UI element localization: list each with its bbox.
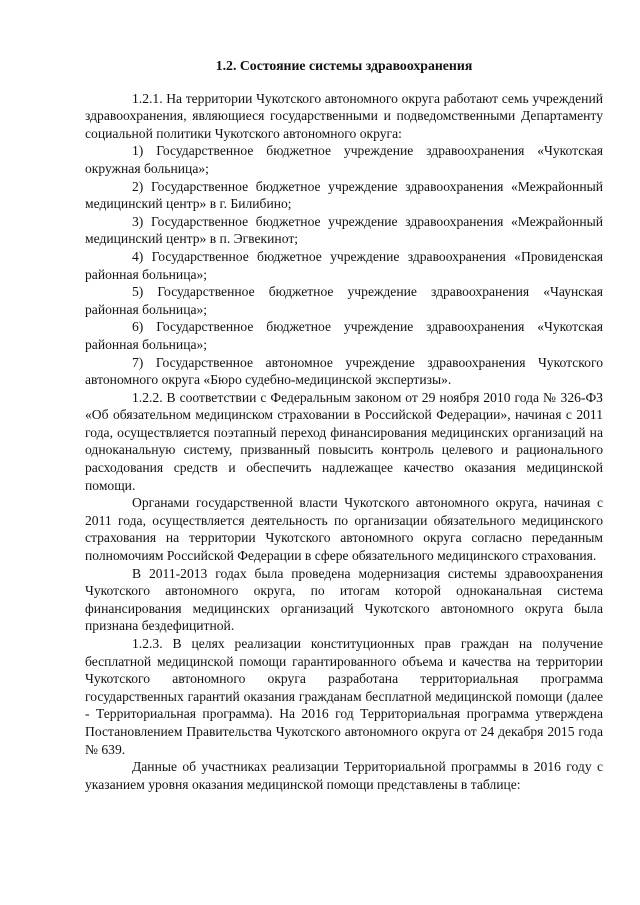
list-item-7: 7) Государственное автономное учреждение здравоохранения Чукотского автономного округа «Бюро судебно-медицинской экспертизы».: [85, 354, 603, 388]
paragraph-1-2-3: 1.2.3. В целях реализации конституционных прав граждан на получение бесплатной медицинской помощи гарантированного объема и качества на территории Чукотского автономного округа разработана территориальная программа государственных гарантий оказания гражданам бесплатной медицинской помощи (далее - Территориальная программа). На 2016 год Территориальная программа утверждена Постановлением Правительства Чукотского автономного округа от 24 декабря 2015 года № 639.: [85, 636, 603, 757]
list-item-1: 1) Государственное бюджетное учреждение здравоохранения «Чукотская окружная больница»;: [85, 143, 603, 176]
section-heading: 1.2. Состояние системы здравоохранения: [215, 58, 473, 73]
paragraph-oms-authorities: Органами государственной власти Чукотского автономного округа, начиная с 2011 года, осуществляется деятельность по организации обязательного медицинского страхования на территории Чукотского автономного округа согласно переданным полномочиям Российской Федерации в сфере обязательного медицинского страхования.: [85, 495, 603, 564]
paragraph-1-2-1: 1.2.1. На территории Чукотского автономного округа работают семь учреждений здравоохранения, являющиеся государственными и подведомственными Департаменту социальной политики Чукотского автономного округа:: [85, 90, 603, 141]
list-item-2: 2) Государственное бюджетное учреждение здравоохранения «Межрайонный медицинский центр» в г. Билибино;: [85, 178, 603, 212]
list-item-3: 3) Государственное бюджетное учреждение здравоохранения «Межрайонный медицинский центр» в п. Эгвекинот;: [85, 213, 603, 247]
paragraph-1-2-2: 1.2.2. В соответствии с Федеральным законом от 29 ноября 2010 года № 326-ФЗ «Об обязательном медицинском страховании в Российской Федерации», начиная с 2011 года, осуществляется поэтапный переход финансирования медицинских организаций на одноканальную систему, призванный повысить контроль целевого и рационального расходования средств и обеспечить надлежащее качество оказания медицинской помощи.: [85, 389, 603, 493]
document-page: [85, 57, 603, 793]
paragraph-table-intro: Данные об участниках реализации Территориальной программы в 2016 году с указанием уровня оказания медицинской помощи представлены в таблице:: [85, 759, 603, 792]
list-item-5: 5) Государственное бюджетное учреждение здравоохранения «Чаунская районная больница»;: [85, 284, 603, 317]
list-item-4: 4) Государственное бюджетное учреждение здравоохранения «Провиденская районная больница»;: [85, 248, 603, 282]
list-item-6: 6) Государственное бюджетное учреждение здравоохранения «Чукотская районная больница»;: [85, 319, 603, 352]
paragraph-modernization: В 2011-2013 годах была проведена модернизация системы здравоохранения Чукотского автономного округа, по итогам которой одноканальная система финансирования медицинских организаций Чукотского автономного округа была признана бездефицитной.: [85, 565, 603, 634]
